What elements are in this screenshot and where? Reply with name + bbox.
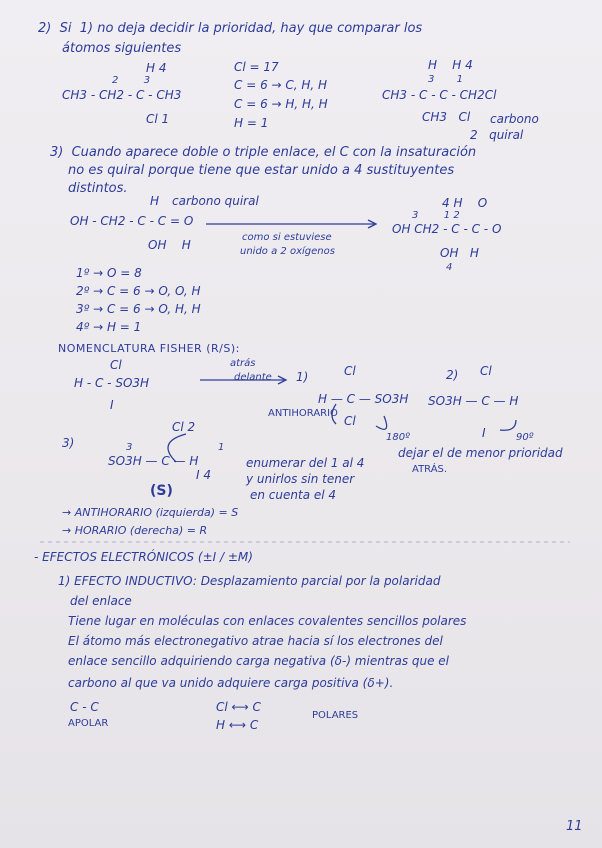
left-top: H [150,194,160,208]
left-main: OH - CH2 - C - C = O [70,214,194,228]
efectos-p4: carbono al que va unido adquiere carga positiva (δ+). [68,676,394,690]
fm-bottom: I [110,398,114,412]
m2-top: H H 4 [428,58,473,72]
p3-label: 3) [62,436,75,450]
m2-note1: carbono [490,112,539,126]
rule-1: → ANTIHORARIO (izquierda) = S [62,506,239,519]
m2-nums: 3 1 [428,74,463,85]
item3-line2: no es quiral porque tiene que estar unido a 4 sustituyentes [68,163,455,178]
prio-1: Cl = 17 [234,60,279,74]
m2-main: CH3 - C - C - CH2Cl [382,88,497,102]
right-num4: 4 [446,262,453,273]
clc-bond: Cl ⟷ C [216,700,261,714]
efectos-p2: El átomo más electronegativo atrae hacia sí los electrones del [68,634,443,648]
item3-line3: distintos. [68,181,128,196]
rule-2: → HORARIO (derecha) = R [62,524,208,537]
efectos-title: - EFECTOS ELECTRÓNICOS (±I / ±M) [34,550,253,564]
page-number: 11 [566,819,583,834]
label-quiral: carbono quiral [172,194,259,208]
order-2: 2º → C = 6 → O, O, H [76,284,201,298]
fm-top: Cl [110,358,122,372]
m1-top: H 4 [146,61,167,75]
item2-line1: 2) Si 1) no deja decidir la prioridad, hay que comparar los [38,21,423,36]
s-label: (S) [150,483,173,499]
prio-4: H = 1 [234,116,269,130]
m1-main: CH3 - CH2 - C - CH3 [62,88,182,102]
dejar-2: ATRÁS. [412,464,448,475]
arrow-note1: como si estuviese [242,232,332,243]
prio-3: C = 6 → H, H, H [234,97,328,111]
p3-bottom: I 4 [196,468,211,482]
enum-3: en cuenta el 4 [250,488,337,502]
polares-label: POLARES [312,710,359,721]
p1-bottom: Cl [344,414,356,428]
fischer-title: NOMENCLATURA FISHER (R/S): [58,342,240,355]
cc-bond: C - C [70,700,99,714]
dejar-1: dejar el de menor prioridad [398,446,563,460]
p1-main: H — C — SO3H [318,392,409,406]
deg-90: 90º [516,432,534,443]
enum-2: y unirlos sin tener [246,472,355,486]
m2-note2: 2 quiral [470,128,524,142]
p1-label: 1) [296,370,309,384]
right-main: OH CH2 - C - C - O [392,222,502,236]
p2-main: SO3H — C — H [428,394,519,408]
hc-bond: H ⟷ C [216,718,259,732]
p1-top: Cl [344,364,356,378]
p3-top: Cl 2 [172,420,196,434]
lab-atras: atrás [230,358,256,369]
right-top: 4 H O [442,196,488,210]
efectos-sub2: del enlace [70,594,132,608]
efectos-p1: Tiene lugar en moléculas con enlaces covalentes sencillos polares [68,614,467,628]
conversion-arrowhead [368,220,376,228]
rotate-curve-3 [500,420,516,430]
p3-num3: 3 [126,442,133,453]
right-nums: 3 1 2 [412,210,460,221]
deg-180: 180º [386,432,410,443]
arrow-note2: unido a 2 oxígenos [240,246,335,257]
left-bottom: OH H [148,238,191,252]
p2-top: Cl [480,364,492,378]
item3-line1: 3) Cuando aparece doble o triple enlace, el C con la insaturación [50,145,477,160]
order-3: 3º → C = 6 → O, H, H [76,302,201,316]
apolar-label: APOLAR [68,718,109,729]
rotate-curve-2 [376,416,387,429]
enum-1: enumerar del 1 al 4 [246,456,365,470]
prio-2: C = 6 → C, H, H [234,78,328,92]
fm-main: H - C - SO3H [74,376,150,390]
p2-label: 2) [446,368,459,382]
efectos-p3: enlace sencillo adquiriendo carga negativa (δ-) mientras que el [68,654,450,668]
p3-num1: 1 [218,442,225,453]
p2-bottom: I [482,426,486,440]
m1-bottom: Cl 1 [146,112,170,126]
lab-delante: delante [234,372,272,383]
antihorario-label: ANTIHORARIO [268,408,338,419]
order-1: 1º → O = 8 [76,266,142,280]
m2-bottom: CH3 Cl [422,110,471,124]
order-4: 4º → H = 1 [76,320,142,334]
item2-line2: átomos siguientes [62,41,182,56]
p3-main: SO3H — C — H [108,454,199,468]
m1-nums: 2 3 [112,75,151,86]
right-bottom: OH H [440,246,479,260]
efectos-sub: 1) EFECTO INDUCTIVO: Desplazamiento parcial por la polaridad [58,574,441,588]
